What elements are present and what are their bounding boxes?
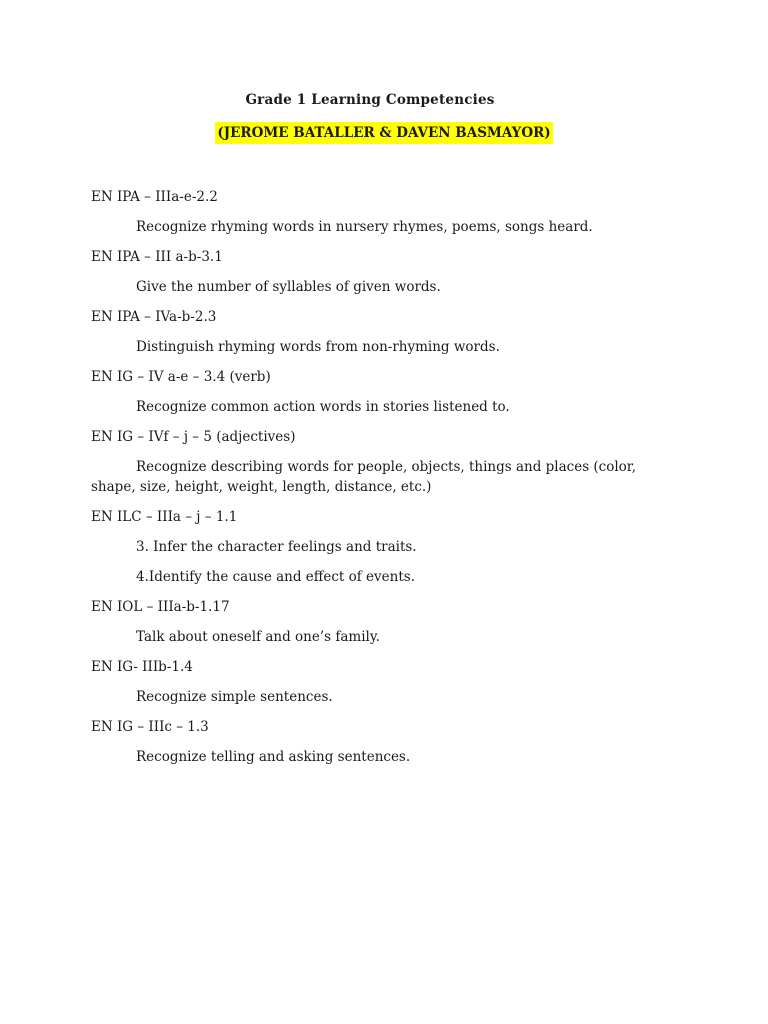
document-title: Grade 1 Learning Competencies [245,92,495,108]
competency-code: EN IG – IV a-e – 3.4 (verb) [91,369,271,385]
competency-code: EN IPA – III a-b-3.1 [91,249,223,265]
competency-code: EN ILC – IIIa – j – 1.1 [91,509,238,525]
competency-code: EN IOL – IIIa-b-1.17 [91,599,230,615]
competency-description: Recognize telling and asking sentences. [136,749,411,765]
authors-highlight: (JEROME BATALLER & DAVEN BASMAYOR) [215,122,552,144]
competency-description: 4.Identify the cause and effect of events. [136,569,415,585]
competency-description: Talk about oneself and one’s family. [136,629,380,645]
competency-code: EN IPA – IIIa-e-2.2 [91,189,218,205]
competency-description: Recognize rhyming words in nursery rhymes, poems, songs heard. [136,219,593,235]
competency-list [91,182,671,772]
competency-description: Recognize simple sentences. [136,689,333,705]
competency-description: Give the number of syllables of given words. [136,279,441,295]
competency-code: EN IPA – IVa-b-2.3 [91,309,217,325]
competency-description: 3. Infer the character feelings and traits. [136,539,417,555]
competency-description: Recognize describing words for people, objects, things and places (color, shape, size, height, weight, length, distance, etc.) [91,459,637,495]
authors-line [0,122,768,144]
competency-code: EN IG- IIIb-1.4 [91,659,193,675]
competency-description: Recognize common action words in stories listened to. [136,399,510,415]
competency-code: EN IG – IIIc – 1.3 [91,719,209,735]
competency-description: Distinguish rhyming words from non-rhyming words. [136,339,500,355]
competency-code: EN IG – IVf – j – 5 (adjectives) [91,429,296,445]
